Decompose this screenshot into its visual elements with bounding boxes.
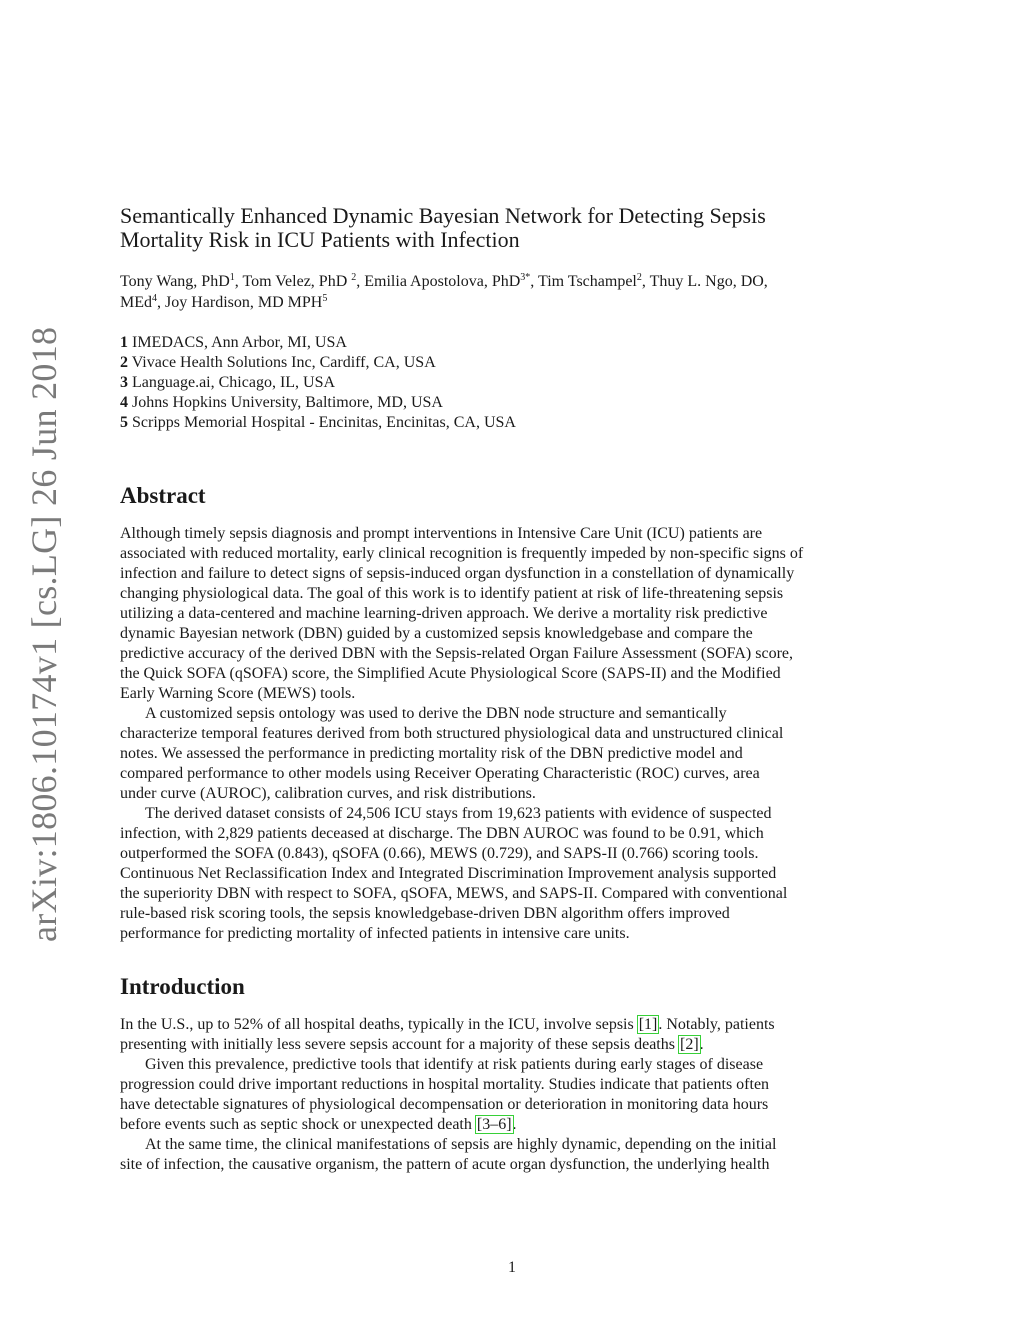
text-line: Early Warning Score (MEWS) tools. [120, 685, 356, 702]
text-line [120, 1115, 880, 1135]
text-line: A customized sepsis ontology was used to derive the DBN node structure and semantically [145, 705, 727, 722]
text-line: Continuous Net Reclassification Index and Integrated Discrimination Improvement analysis supported [120, 865, 777, 882]
text-line: The derived dataset consists of 24,506 ICU stays from 19,623 patients with evidence of suspected [145, 805, 772, 822]
text-line: notes. We assessed the performance in predicting mortality risk of the DBN predictive model and [120, 745, 743, 762]
affiliation-list [120, 333, 880, 433]
citation-link[interactable]: [1] [638, 1016, 658, 1033]
affiliation-number: 5 [120, 414, 128, 431]
abstract-heading: Abstract [120, 483, 206, 508]
text-line: the Quick SOFA (qSOFA) score, the Simplified Acute Physiological Score (SAPS-II) and the Modified [120, 665, 781, 682]
author-name: , Thuy L. Ngo, DO, [641, 273, 768, 290]
affiliation-number: 1 [120, 334, 128, 351]
author-name: , Emilia Apostolova, PhD [356, 273, 521, 290]
affiliation-item [120, 393, 880, 413]
title-line: Semantically Enhanced Dynamic Bayesian Network for Detecting Sepsis [120, 203, 766, 228]
text-line: rule-based risk scoring tools, the sepsis knowledgebase-driven DBN algorithm offers improved [120, 905, 730, 922]
affiliation-number: 2 [120, 354, 128, 371]
author-list [120, 271, 880, 313]
text-line [120, 1015, 880, 1035]
text-line: outperformed the SOFA (0.843), qSOFA (0.66), MEWS (0.729), and SAPS-II (0.766) scoring tools. [120, 845, 759, 862]
text-span: In the U.S., up to 52% of all hospital deaths, typically in the ICU, involve sepsis [120, 1016, 638, 1033]
affiliation-mark: 1 [229, 272, 235, 283]
text-line: the superiority DBN with respect to SOFA, qSOFA, MEWS, and SAPS-II. Compared with conventional [120, 885, 788, 902]
affiliation-text: Johns Hopkins University, Baltimore, MD, USA [128, 394, 443, 411]
affiliation-item [120, 373, 880, 393]
introduction-paragraph [120, 1135, 880, 1175]
introduction-paragraph [120, 1055, 880, 1135]
abstract-paragraph [120, 704, 880, 804]
text-line: At the same time, the clinical manifestations of sepsis are highly dynamic, depending on the initial [145, 1136, 777, 1153]
text-line: dynamic Bayesian network (DBN) guided by a customized sepsis knowledgebase and compare the [120, 625, 753, 642]
introduction-paragraph [120, 1015, 880, 1055]
affiliation-text: Vivace Health Solutions Inc, Cardiff, CA, USA [128, 354, 436, 371]
title-line: Mortality Risk in ICU Patients with Infection [120, 227, 520, 252]
abstract-body [120, 524, 880, 944]
text-line: infection and failure to detect signs of sepsis-induced organ dysfunction in a constellation of dynamically [120, 565, 795, 582]
affiliation-number: 3 [120, 374, 128, 391]
abstract-paragraph [120, 804, 880, 944]
affiliation-item [120, 413, 880, 433]
text-line: characterize temporal features derived from both structured physiological data and unstructured clinical [120, 725, 784, 742]
text-span: . [699, 1036, 704, 1053]
text-line: progression could drive important reductions in hospital mortality. Studies indicate that patients often [120, 1076, 770, 1093]
affiliation-mark: 2 [351, 272, 357, 283]
affiliation-item [120, 353, 880, 373]
text-line: changing physiological data. The goal of this work is to identify patient at risk of life-threatening sepsis [120, 585, 784, 602]
author-line [120, 292, 880, 313]
author-name: , Tom Velez, PhD [234, 273, 352, 290]
text-line: utilizing a data-centered and machine learning-driven approach. We derive a mortality risk predictive [120, 605, 768, 622]
affiliation-mark: 4 [152, 293, 157, 304]
affiliation-number: 4 [120, 394, 128, 411]
abstract-paragraph [120, 524, 880, 704]
citation-link[interactable]: [3–6] [476, 1116, 512, 1133]
text-line: under curve (AUROC), calibration curves, and risk distributions. [120, 785, 536, 802]
text-line: Although timely sepsis diagnosis and prompt interventions in Intensive Care Unit (ICU) patients are [120, 525, 763, 542]
author-name: MEd [120, 294, 152, 311]
text-line [120, 1035, 880, 1055]
text-span: before events such as septic shock or unexpected death [120, 1116, 476, 1133]
author-name: , Tim Tschampel [530, 273, 637, 290]
paper-title [120, 204, 880, 252]
text-line: Given this prevalence, predictive tools that identify at risk patients during early stages of disease [145, 1056, 764, 1073]
affiliation-text: Language.ai, Chicago, IL, USA [128, 374, 336, 391]
affiliation-text: Scripps Memorial Hospital - Encinitas, Encinitas, CA, USA [128, 414, 516, 431]
text-span: presenting with initially less severe sepsis account for a majority of these sepsis deaths [120, 1036, 679, 1053]
introduction-heading: Introduction [120, 974, 245, 999]
affiliation-item [120, 333, 880, 353]
text-line: compared performance to other models using Receiver Operating Characteristic (ROC) curves, area [120, 765, 760, 782]
affiliation-text: IMEDACS, Ann Arbor, MI, USA [128, 334, 347, 351]
page-number: 1 [508, 1259, 516, 1276]
author-name: Tony Wang, PhD [120, 273, 230, 290]
text-line: performance for predicting mortality of infected patients in intensive care units. [120, 925, 630, 942]
author-name: , Joy Hardison, MD MPH [157, 294, 323, 311]
affiliation-mark: 3* [520, 272, 531, 283]
affiliation-mark: 5 [322, 293, 328, 304]
citation-link[interactable]: [2] [679, 1036, 699, 1053]
text-line: infection, with 2,829 patients deceased at discharge. The DBN AUROC was found to be 0.91, which [120, 825, 764, 842]
text-span: . Notably, patients [658, 1016, 775, 1033]
arxiv-identifier[interactable]: arXiv:1806.10174v1 [cs.LG] 26 Jun 2018 [24, 326, 64, 942]
author-line [120, 271, 880, 292]
text-line: site of infection, the causative organism, the pattern of acute organ dysfunction, the underlying health [120, 1156, 770, 1173]
affiliation-mark: 2 [636, 272, 642, 283]
text-line: associated with reduced mortality, early clinical recognition is frequently impeded by non-specific signs of [120, 545, 804, 562]
introduction-body [120, 1015, 880, 1175]
text-line: have detectable signatures of physiological decompensation or deterioration in monitoring data hours [120, 1096, 769, 1113]
text-line: predictive accuracy of the derived DBN with the Sepsis-related Organ Failure Assessment (SOFA) score, [120, 645, 793, 662]
text-span: . [512, 1116, 517, 1133]
